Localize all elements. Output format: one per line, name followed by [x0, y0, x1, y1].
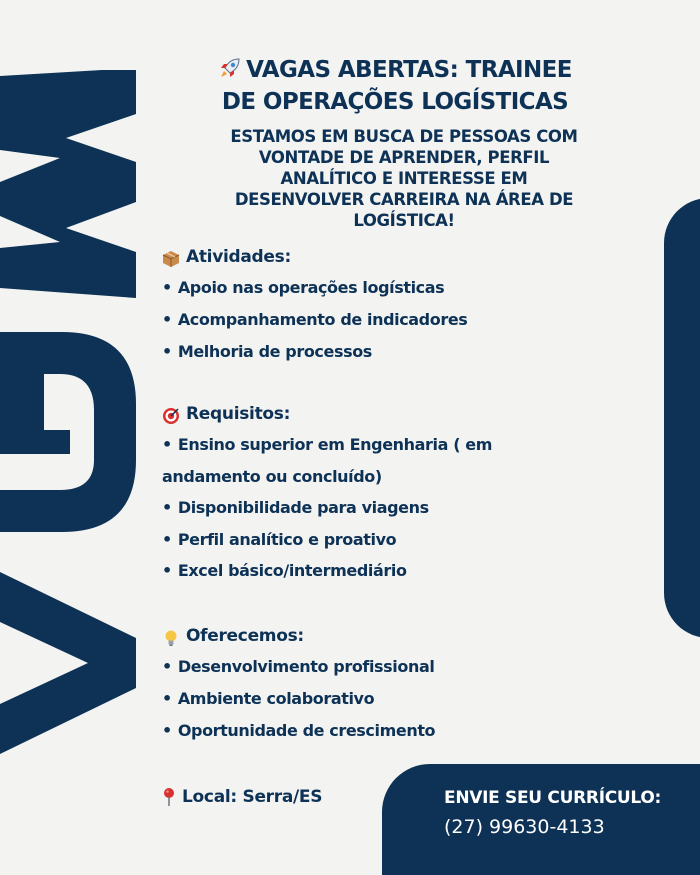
location-text: Local: Serra/ES	[182, 787, 323, 807]
contact-box	[382, 764, 700, 875]
list-item: andamento ou concluído)	[162, 466, 382, 486]
list-item: • Melhoria de processos	[162, 342, 372, 361]
activities-title	[162, 242, 602, 272]
headline-line-1	[190, 54, 600, 86]
contact-label: ENVIE SEU CURRÍCULO:	[444, 788, 661, 808]
package-icon	[162, 248, 180, 266]
list-item: • Oportunidade de crescimento	[162, 721, 436, 740]
activities-section	[162, 242, 602, 368]
rocket-icon	[218, 54, 242, 86]
logo-letter-v	[0, 572, 136, 754]
headline-line-2: DE OPERAÇÕES LOGÍSTICAS	[221, 89, 569, 115]
target-icon	[162, 405, 180, 423]
list-item: • Desenvolvimento profissional	[162, 657, 435, 676]
intro-line-5: LOGÍSTICA!	[353, 211, 455, 230]
requirements-title	[162, 399, 602, 429]
brand-logo	[0, 70, 140, 770]
intro-line-3: ANALÍTICO E INTERESSE EM	[280, 169, 528, 188]
offers-title	[162, 621, 602, 651]
headline-text-1: VAGAS ABERTAS: TRAINEE	[246, 57, 572, 83]
list-item: • Ambiente colaborativo	[162, 689, 375, 708]
intro-line-2: VONTADE DE APRENDER, PERFIL	[258, 148, 550, 167]
lightbulb-icon	[162, 627, 180, 645]
offers-title-text: Oferecemos:	[186, 626, 304, 646]
pin-icon	[162, 787, 176, 807]
list-item: • Excel básico/intermediário	[162, 561, 407, 580]
headline	[190, 54, 600, 118]
list-item: • Ensino superior em Engenharia ( em	[162, 435, 493, 454]
offers-section	[162, 621, 602, 747]
contact-phone[interactable]: (27) 99630-4133	[444, 816, 605, 838]
requirements-section	[162, 399, 602, 587]
intro-line-1: ESTAMOS EM BUSCA DE PESSOAS COM	[230, 127, 578, 146]
list-item: • Apoio nas operações logísticas	[162, 278, 445, 297]
intro-text	[180, 126, 628, 231]
list-item: • Disponibilidade para viagens	[162, 498, 429, 517]
decorative-right-shape	[664, 198, 700, 638]
logo-letter-w	[0, 70, 136, 298]
list-item: • Perfil analítico e proativo	[162, 529, 397, 549]
list-item: • Acompanhamento de indicadores	[162, 310, 468, 329]
logo-letter-g	[0, 332, 136, 532]
activities-title-text: Atividades:	[186, 247, 291, 267]
requirements-title-text: Requisitos:	[186, 404, 291, 424]
location	[162, 783, 322, 811]
intro-line-4: DESENVOLVER CARREIRA NA ÁREA DE	[234, 190, 574, 209]
